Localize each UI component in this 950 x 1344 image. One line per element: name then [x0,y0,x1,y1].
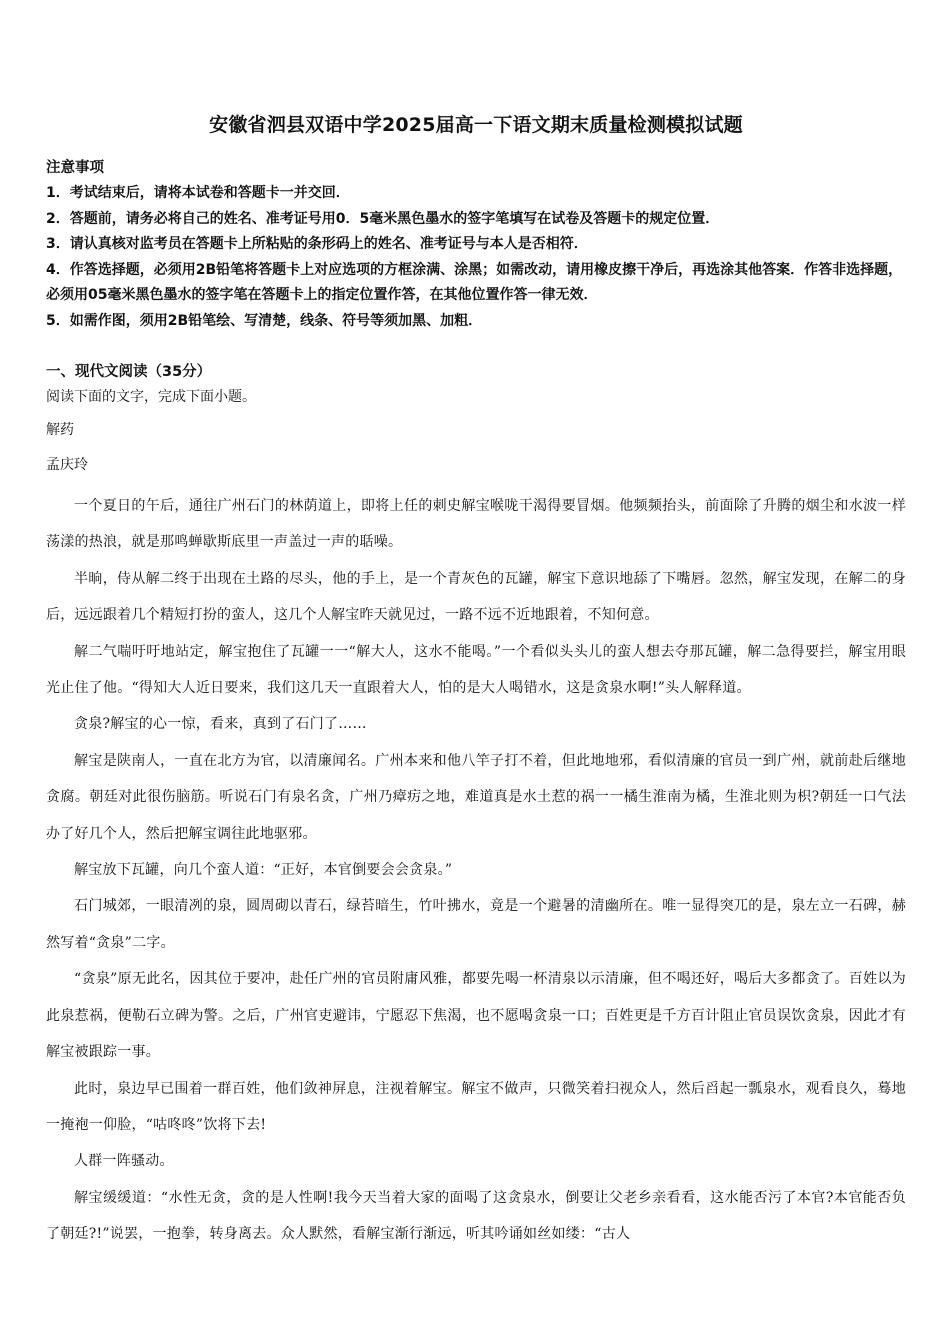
story-paragraph: 一个夏日的午后，通往广州石门的林荫道上，即将上任的刺史解宝喉咙干渴得要冒烟。他频频抬头，前面除了升腾的烟尘和水波一样荡漾的热浪，就是那鸣蝉歇斯底里一声盖过一声的聒噪。 [46,498,906,551]
story-paragraph: 解宝放下瓦罐，向几个蛮人道：“正好，本官倒要会会贪泉。” [74,862,453,879]
notice-item: 3．请认真核对监考员在答题卡上所粘贴的条形码上的姓名、准考证号与本人是否相符． [46,236,588,252]
story-paragraph: 贪泉?解宝的心一惊，看来，真到了石门了…… [74,716,367,733]
story-paragraph: 人群一阵骚动。 [74,1153,174,1170]
page-title: 安徽省泗县双语中学2025届高一下语文期末质量检测模拟试题 [209,114,743,136]
story-author: 孟庆玲 [46,457,88,473]
story-paragraph: 石门城郊，一眼清冽的泉，圆周砌以青石，绿苔暗生，竹叶拂水，竟是一个避暑的清幽所在。唯一显得突兀的是，泉左立一石碑，赫然写着“贪泉”二字。 [46,898,906,951]
notice-item: 4．作答选择题，必须用2B铅笔将答题卡上对应选项的方框涂满、涂黑；如需改动，请用橡皮擦干净后，再选涂其他答案．作答非选择题，必须用05毫米黑色墨水的签字笔在答题卡上的指定位置作答，在其他位置作答一律无效． [46,261,903,303]
section-heading: 一、现代文阅读（35分） [46,364,212,380]
notice-heading: 注意事项 [46,160,104,176]
story-paragraph: 此时，泉边早已围着一群百姓，他们敛神屏息，注视着解宝。解宝不做声，只微笑着扫视众人，然后舀起一瓢泉水，观看良久，蓦地一掩袍一仰脸，“咕咚咚”饮将下去! [46,1080,906,1133]
story-paragraph: 半晌，侍从解二终于出现在土路的尽头，他的手上，是一个青灰色的瓦罐，解宝下意识地舔了下嘴唇。忽然，解宝发现，在解二的身后，远远跟着几个精短打扮的蛮人，这几个人解宝昨天就见过，一路不远不近地跟着，不知何意。 [46,570,906,624]
notice-item: 1．考试结束后，请将本试卷和答题卡一并交回． [46,185,350,201]
section-instruction: 阅读下面的文字，完成下面小题。 [46,389,256,405]
notice-item: 2．答题前，请务必将自己的姓名、准考证号用0．5毫米黑色墨水的签字笔填写在试卷及答题卡的规定位置． [46,210,720,227]
story-paragraph: 解二气喘吁吁地站定，解宝抱住了瓦罐一一“解大人，这水不能喝。”一个看似头头儿的蛮人想去夺那瓦罐，解二急得要拦，解宝用眼光止住了他。“得知大人近日要来，我们这几天一直跟着大人，怕的是大人喝错水，这是贪泉水啊!”头人解释道。 [46,643,906,697]
story-paragraph: “贪泉”原无此名，因其位于要冲，赴任广州的官员附庸风雅，都要先喝一杯清泉以示清廉，但不喝还好，喝后大多都贪了。百姓以为此泉惹祸，便勒石立碑为警。之后，广州官吏避讳，宁愿忍下焦渴，也不愿喝贪泉一口；百姓更是千方百计阻止官员误饮贪泉，因此才有解宝被跟踪一事。 [46,971,906,1061]
story-paragraph: 解宝缓缓道：“水性无贪，贪的是人性啊!我今天当着大家的面喝了这贪泉水，倒要让父老乡亲看看，这水能否污了本官?本官能否负了朝廷?!”说罢，一抱拳，转身离去。众人默然，看解宝渐行渐远，听其吟诵如丝如缕：“古人 [46,1189,906,1243]
story-title: 解药 [46,422,74,438]
story-paragraph: 解宝是陕南人，一直在北方为官，以清廉闻名。广州本来和他八竿子打不着，但此地地邪，看似清廉的官员一到广州，就前赴后继地贪腐。朝廷对此很伤脑筋。听说石门有泉名贪，广州乃瘴疠之地，难道真是水土惹的祸一一橘生淮南为橘，生淮北则为枳?朝廷一口气法办了好几个人，然后把解宝调往此地驱邪。 [46,752,906,842]
story-body [46,488,906,1253]
notice-item: 5．如需作图，须用2B铅笔绘、写清楚，线条、符号等须加黑、加粗． [46,312,483,329]
